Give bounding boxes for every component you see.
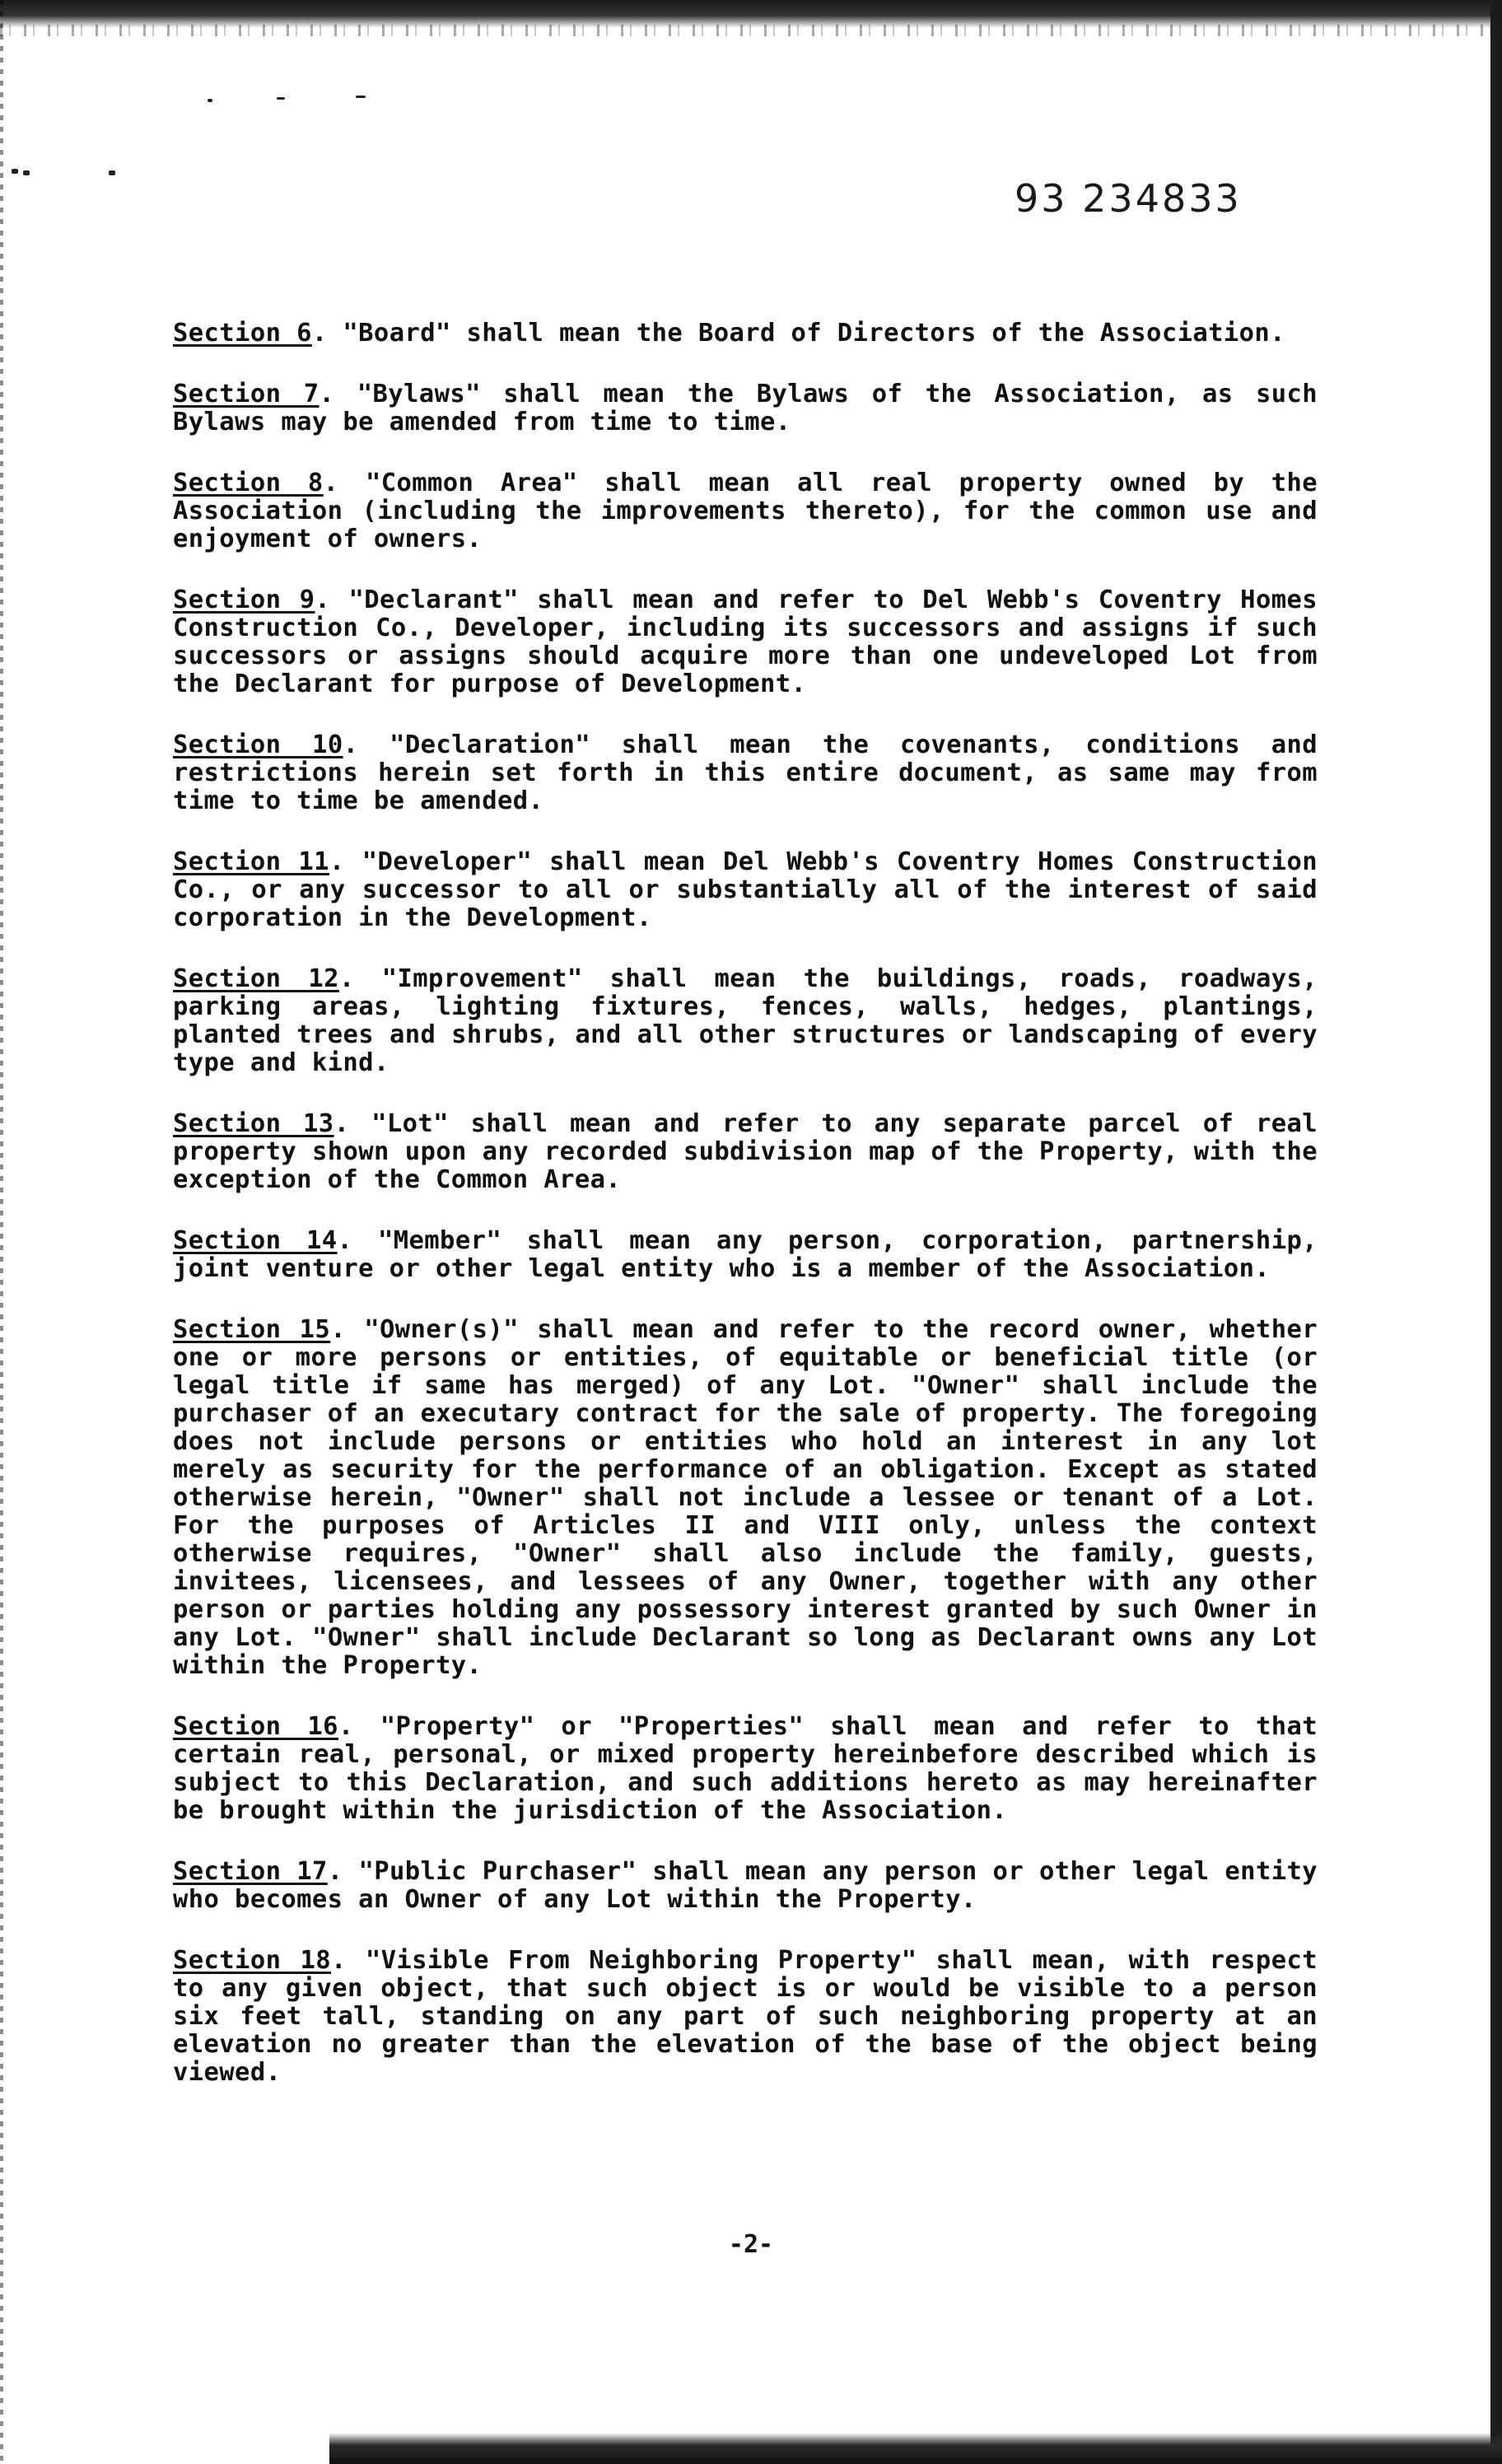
section-heading: Section 15 [173,1315,331,1344]
scan-border-right [1490,0,1502,2464]
definition-section: Section 11. "Developer" shall mean Del Webb's Coventry Homes Construction Co., or any successor to all or substantially all of the interest of said corporation in the Development. [173,847,1318,932]
section-heading: Section 18 [173,1946,331,1975]
definition-section: Section 12. "Improvement" shall mean the buildings, roads, roadways, parking areas, lighting fixtures, fences, walls, hedges, plantings, planted trees and shrubs, and all other structures or landscaping of every type and kind. [173,964,1318,1077]
section-text: "Declarant" shall mean and refer to Del Webb's Coventry Homes Construction Co., Developer, including its successors and assigns if such successors or assigns should acquire more than one undeveloped Lot from the Declarant for purpose of Development. [173,586,1318,698]
page-number: -2- [728,2230,774,2259]
section-heading: Section 10 [173,730,343,759]
section-text: "Public Purchaser" shall mean any person or other legal entity who becomes an Owner of any Lot within the Property. [173,1857,1318,1914]
section-text: "Developer" shall mean Del Webb's Coventry Homes Construction Co., or any successor to all or substantially all of the interest of said corporation in the Development. [173,847,1318,932]
document-number: 93 234833 [1015,176,1242,221]
section-heading: Section 13 [173,1109,334,1138]
definition-section: Section 7. "Bylaws" shall mean the Bylaws of the Association, as such Bylaws may be amended from time to time. [173,380,1318,436]
section-heading: Section 12 [173,964,339,993]
scan-speck [277,97,285,100]
section-heading: Section 11 [173,847,329,876]
scan-speck [208,99,212,102]
section-heading: Section 9 [173,586,315,614]
section-text: "Member" shall mean any person, corporation, partnership, joint venture or other legal entity who is a member of the Association. [173,1226,1318,1283]
definition-section: Section 6. "Board" shall mean the Board of Directors of the Association. [173,319,1285,348]
section-heading: Section 14 [173,1226,338,1255]
section-text: "Declaration" shall mean the covenants, conditions and restrictions herein set forth in this entire document, as same may from time to time be amended. [173,730,1318,815]
section-text: "Property" or "Properties" shall mean and refer to that certain real, personal, or mixed property hereinbefore described which is subject to this Declaration, and such additions hereto as may hereinafter be brought within the jurisdiction of the Association. [173,1712,1318,1825]
scan-speck [109,170,115,175]
section-text: "Board" shall mean the Board of Directors of the Association. [343,319,1285,348]
section-heading: Section 16 [173,1712,338,1741]
section-text: "Owner(s)" shall mean and refer to the record owner, whether one or more persons or entities, of equitable or beneficial title (or legal title if same has merged) of any Lot. "Owner" shall include the purchaser of an executary contract for the sale of property. The foregoing does not include persons or entities who hold an interest in any lot merely as security for the performance of an obligation. Except as stated otherwise herein, "Owner" shall not include a lessee or tenant of a Lot. For the purposes of Articles II and VIII only, unless the context otherwise requires, "Owner" shall also include the family, guests, invitees, licensees, and lessees of any Owner, together with any other person or parties holding any possessory interest granted by such Owner in any Lot. "Owner" shall include Declarant so long as Declarant owns any Lot within the Property. [173,1315,1318,1680]
scan-border-bottom [329,2433,1502,2464]
section-text: "Bylaws" shall mean the Bylaws of the Association, as such Bylaws may be amended from time to time. [173,380,1318,436]
scan-noise-top [0,25,1502,36]
section-text: "Improvement" shall mean the buildings, roads, roadways, parking areas, lighting fixtures, fences, walls, hedges, plantings, planted trees and shrubs, and all other structures or landscaping of every type and kind. [173,964,1318,1077]
definition-section: Section 17. "Public Purchaser" shall mean any person or other legal entity who becomes an Owner of any Lot within the Property. [173,1857,1318,1914]
definition-section: Section 9. "Declarant" shall mean and refer to Del Webb's Coventry Homes Construction Co., Developer, including its successors and assigns if such successors or assigns should acquire more than one undeveloped Lot from the Declarant for purpose of Development. [173,586,1318,698]
section-text: "Common Area" shall mean all real property owned by the Association (including the improvements thereto), for the common use and enjoyment of owners. [173,469,1318,553]
definition-section: Section 10. "Declaration" shall mean the covenants, conditions and restrictions herein set forth in this entire document, as same may from time to time be amended. [173,730,1318,815]
definitions-body [173,320,1318,2120]
scan-speck [356,96,366,98]
scan-speck [23,170,30,175]
section-heading: Section 8 [173,469,324,497]
scan-border-left [0,0,3,2464]
definition-section: Section 14. "Member" shall mean any person, corporation, partnership, joint venture or other legal entity who is a member of the Association. [173,1226,1318,1283]
section-heading: Section 17 [173,1857,328,1886]
definition-section: Section 18. "Visible From Neighboring Property" shall mean, with respect to any given object, that such object is or would be visible to a person six feet tall, standing on any part of such neighboring property at an elevation no greater than the elevation of the base of the object being viewed. [173,1946,1318,2087]
section-heading: Section 6 [173,319,312,348]
definition-section: Section 8. "Common Area" shall mean all real property owned by the Association (including the improvements thereto), for the common use and enjoyment of owners. [173,469,1318,553]
scan-border-top [0,0,1502,28]
definition-section: Section 13. "Lot" shall mean and refer to any separate parcel of real property shown upon any recorded subdivision map of the Property, with the exception of the Common Area. [173,1109,1318,1194]
section-text: "Lot" shall mean and refer to any separate parcel of real property shown upon any recorded subdivision map of the Property, with the exception of the Common Area. [173,1109,1318,1194]
definition-section: Section 16. "Property" or "Properties" shall mean and refer to that certain real, personal, or mixed property hereinbefore described which is subject to this Declaration, and such additions hereto as may hereinafter be brought within the jurisdiction of the Association. [173,1712,1318,1825]
definition-section: Section 15. "Owner(s)" shall mean and refer to the record owner, whether one or more persons or entities, of equitable or beneficial title (or legal title if same has merged) of any Lot. "Owner" shall include the purchaser of an executary contract for the sale of property. The foregoing does not include persons or entities who hold an interest in any lot merely as security for the performance of an obligation. Except as stated otherwise herein, "Owner" shall not include a lessee or tenant of a Lot. For the purposes of Articles II and VIII only, unless the context otherwise requires, "Owner" shall also include the family, guests, invitees, licensees, and lessees of any Owner, together with any other person or parties holding any possessory interest granted by such Owner in any Lot. "Owner" shall include Declarant so long as Declarant owns any Lot within the Property. [173,1315,1318,1680]
section-text: "Visible From Neighboring Property" shall mean, with respect to any given object, that such object is or would be visible to a person six feet tall, standing on any part of such neighboring property at an elevation no greater than the elevation of the base of the object being viewed. [173,1946,1318,2087]
scan-speck [12,169,18,174]
section-heading: Section 7 [173,380,320,408]
